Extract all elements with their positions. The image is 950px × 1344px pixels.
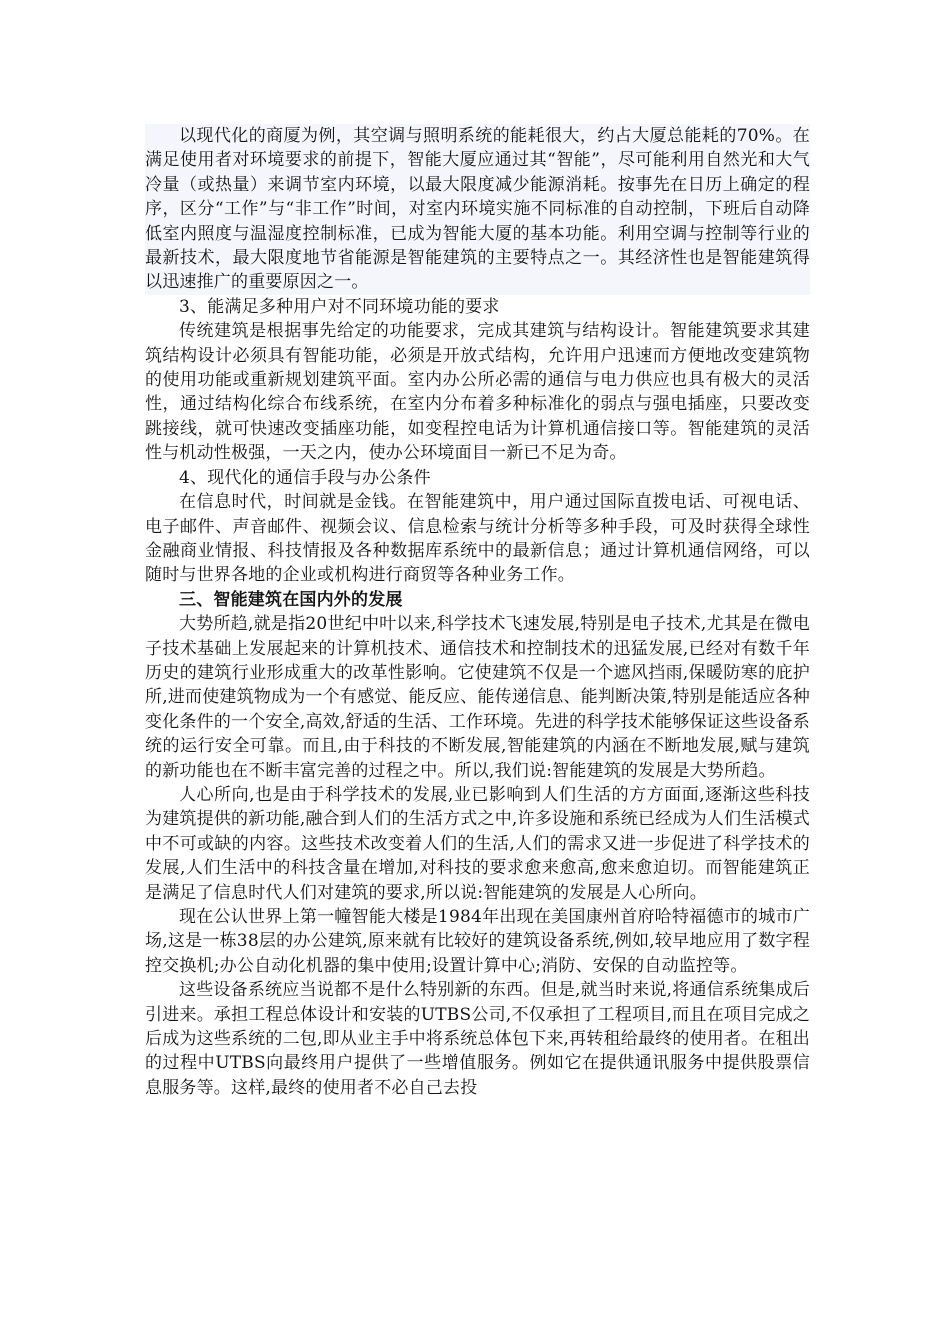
heading-user-environment: 3、能满足多种用户对不同环境功能的要求 bbox=[179, 296, 500, 317]
paragraph-popular-demand: 人心所向,也是由于科学技术的发展,业已影响到人们生活的方方面面,逐渐这些科技为建筑提供的新功能,融合到人们的生活方式之中,许多设施和系统已经成为人们生活模式中不可或缺的内容。这些技术改变着人们的生活,人们的需求又进一步促进了科学技术的发展,人们生活中的科技含量在增加,对科技的要求愈来愈高,愈来愈迫切。而智能建筑正是满足了信息时代人们对建筑的要求,所以说:智能建筑的发展是人心所向。 bbox=[145, 784, 810, 903]
document-page bbox=[145, 124, 810, 1100]
section-title-development: 三、智能建筑在国内外的发展 bbox=[179, 589, 403, 610]
paragraph-information-age: 在信息时代，时间就是金钱。在智能建筑中，用户通过国际直拨电话、可视电话、电子邮件、声音邮件、视频会议、信息检索与统计分析等多种手段，可及时获得全球性金融商业情报、科技情报及各种数据库系统中的最新信息；通过计算机通信网络，可以随时与世界各地的企业或机构进行商贸等各种业务工作。 bbox=[145, 492, 810, 586]
paragraph-flexible-structure: 传统建筑是根据事先给定的功能要求，完成其建筑与结构设计。智能建筑要求其建筑结构设计必须具有智能功能，必须是开放式结构，允许用户迅速而方便地改变建筑物的使用功能或重新规划建筑平面。室内办公所必需的通信与电力供应也具有极大的灵活性，通过结构化综合布线系统，在室内分布着多种标准化的弱点与强电插座，只要改变跳接线，就可快速改变插座功能，如变程控电话为计算机通信接口等。智能建筑的灵活性与机动性极强，一天之内，使办公环境面目一新已不足为奇。 bbox=[145, 321, 810, 464]
heading-communication: 4、现代化的通信手段与办公条件 bbox=[179, 467, 431, 488]
paragraph-utbs: 这些设备系统应当说都不是什么特别新的东西。但是,就当时来说,将通信系统集成后引进来。承担工程总体设计和安装的UTBS公司,不仅承担了工程项目,而且在项目完成之后成为这些系统的二包,即从业主手中将系统总体包下来,再转租给最终的使用者。在租出的过程中UTBS向最终用户提供了一些增值服务。例如它在提供通讯服务中提供股票信息服务等。这样,最终的使用者不必自己去投 bbox=[145, 980, 810, 1098]
paragraph-first-building: 现在公认世界上第一幢智能大楼是1984年出现在美国康州首府哈特福德市的城市广场,这是一栋38层的办公建筑,原来就有比较好的建筑设备系统,例如,较早地应用了数字程控交换机;办公自动化机器的集中使用;设置计算中心;消防、安保的自动监控等。 bbox=[145, 907, 810, 976]
paragraph-energy-saving: 以现代化的商厦为例，其空调与照明系统的能耗很大，约占大厦总能耗的70%。在满足使用者对环境要求的前提下，智能大厦应通过其“智能”，尽可能利用自然光和大气冷量（或热量）来调节室内环境，以最大限度减少能源消耗。按事先在日历上确定的程序，区分“工作”与“非工作”时间，对室内环境实施不同标准的自动控制，下班后自动降低室内照度与温湿度控制标准，已成为智能大厦的基本功能。利用空调与控制等行业的最新技术，最大限度地节省能源是智能建筑的主要特点之一。其经济性也是智能建筑得以迅速推广的重要原因之一。 bbox=[145, 124, 810, 295]
paragraph-trend: 大势所趋,就是指20世纪中叶以来,科学技术飞速发展,特别是电子技术,尤其是在微电子技术基础上发展起来的计算机技术、通信技术和控制技术的迅猛发展,已经对有数千年历史的建筑行业形成重大的改革性影响。它使建筑不仅是一个遮风挡雨,保暖防寒的庇护所,进而使建筑物成为一个有感觉、能反应、能传递信息、能判断决策,特别是能适应各种变化条件的一个安全,高效,舒适的生活、工作环境。先进的科学技术能够保证这些设备系统的运行安全可靠。而且,由于科技的不断发展,智能建筑的内涵在不断地发展,赋与建筑的新功能也在不断丰富完善的过程之中。所以,我们说:智能建筑的发展是大势所趋。 bbox=[145, 614, 810, 781]
